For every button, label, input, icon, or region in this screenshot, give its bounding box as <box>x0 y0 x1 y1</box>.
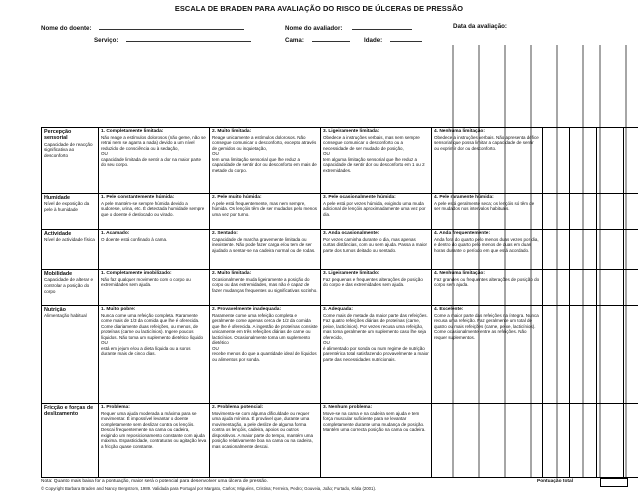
score-level-title: 4. Pele raramente húmida: <box>434 195 494 200</box>
score-level-description: A pele mantém-se sempre húmida devido a sudorese, urina, etc. É detectada humidade sempre que o doente é deslocado ou virado. <box>101 200 205 217</box>
score-level-cell <box>321 230 432 270</box>
score-level-title: 1. Acamado: <box>101 231 130 236</box>
score-level-title: 3. Anda ocasionalmente: <box>323 231 380 236</box>
criterion-row <box>42 128 638 194</box>
score-level-description: Raramente come uma refeição completa e geralmente come apenas cerca de 1/2 da comida que lhe é oferecida. A ingestão de proteínas consiste unicamente em três refeições diárias de carne ou lacticínios. Ocasionalmente toma um suplemento dietético OU recebe menos do que a quantidade ideal de líquidos ou alimentos por sonda. <box>212 312 318 362</box>
score-level-description: Não faz qualquer movimento com o corpo ou extremidades sem ajuda. <box>101 276 191 288</box>
total-score-label: Pontuação total <box>537 479 573 484</box>
assessor-name-label: Nome do avaliador: <box>285 25 343 32</box>
criterion-row <box>42 270 638 306</box>
score-level-title: 2. Problema potencial: <box>212 405 264 410</box>
score-level-cell <box>99 194 210 230</box>
score-level-description: Não reage a estímulos dolorosos (não geme, não se retrai nem se agarra a nada) devido a um nível reduzido de consciência ou à sedação, OU capacidade limitada de sentir a dor na maior parte do seu corpo. <box>101 134 206 168</box>
score-level-title: 1. Pele constantemente húmida: <box>101 195 175 200</box>
score-level-description: Reage unicamente a estímulos dolorosos. Não consegue comunicar o desconforto, excepto através de gemidos ou inquietação, OU tem uma limitação sensorial que lhe reduz a capacidade de sentir dor ou desconforto em mais de metade do corpo. <box>212 134 317 173</box>
score-entry-cell[interactable] <box>624 306 638 404</box>
score-level-cell <box>321 128 432 194</box>
score-level-cell <box>321 404 432 478</box>
score-level-title: 1. Completamente limitada: <box>101 129 164 134</box>
score-level-cell <box>432 230 543 270</box>
score-entry-cell[interactable] <box>543 128 570 194</box>
score-level-description: Faz grandes ou frequentes alterações de posição do corpo sem ajuda. <box>434 276 540 288</box>
score-level-cell <box>210 128 321 194</box>
score-level-cell <box>432 404 543 478</box>
score-level-cell <box>99 306 210 404</box>
criterion-cell <box>42 230 99 270</box>
criterion-name: Percepção sensorial <box>44 129 72 142</box>
score-entry-cell[interactable] <box>597 230 624 270</box>
score-entry-cell[interactable] <box>543 306 570 404</box>
score-entry-cell[interactable] <box>624 404 638 478</box>
score-level-cell <box>432 270 543 306</box>
criterion-name: Nutrição <box>44 307 66 313</box>
score-level-description: O doente está confinado à cama. <box>101 236 168 242</box>
score-entry-cell[interactable] <box>543 230 570 270</box>
copyright-text: © Copyright Barbara Braden and Nancy Bergstrom, 1989. Validada para Portugal por Margato, Carlos; Miguéns, Cristina; Ferreira, Pedro; Gouveia, João; Furtado, Kátia (2001). <box>41 486 377 491</box>
score-level-title: 3. Ligeiramente limitada: <box>323 129 380 134</box>
criterion-cell <box>42 404 99 478</box>
score-level-cell <box>210 230 321 270</box>
score-level-description: A pele está frequentemente, mas nem sempre, húmida. Os lençóis têm de ser mudados pelo menos uma vez por turno. <box>212 200 318 217</box>
criterion-description: Capacidade de alterar e controlar a posição do corpo <box>44 277 94 294</box>
age-label: Idade: <box>364 37 383 44</box>
score-entry-cell[interactable] <box>570 270 597 306</box>
score-level-description: Faz pequenas e frequentes alterações de posição do corpo e das extremidades sem ajuda. <box>323 276 423 288</box>
criterion-name: Actividade <box>44 231 72 237</box>
score-entry-cell[interactable] <box>543 194 570 230</box>
score-level-title: 4. Excelente: <box>434 307 464 312</box>
criterion-cell <box>42 194 99 230</box>
score-entry-cell[interactable] <box>597 306 624 404</box>
score-level-cell <box>432 194 543 230</box>
score-entry-cell[interactable] <box>543 270 570 306</box>
score-level-description: Nunca come uma refeição completa. Raramente come mais de 1/3 da comida que lhe é oferecida. Come diariamente duas refeições, ou menos, de proteínas (carne ou lacticínios). Ingere poucos líquidos. Não toma um suplemento dietético líquido OU está em jejum e/ou a dieta líquida ou a soros durante mais de cinco dias. <box>101 312 204 357</box>
criterion-name: Mobilidade <box>44 271 73 277</box>
score-level-title: 4. Anda frequentemente: <box>434 231 491 236</box>
footer-note: Nota: Quanto mais baixa for a pontuação, maior será o potencial para desenvolver uma úlcera de pressão. <box>41 479 268 484</box>
score-level-cell <box>210 306 321 404</box>
score-level-title: 2. Muito limitada: <box>212 129 252 134</box>
score-level-title: 3. Pele ocasionalmente húmida: <box>323 195 396 200</box>
score-level-title: 3. Nenhum problema: <box>323 405 373 410</box>
criterion-description: Nível de actividade física <box>44 237 95 243</box>
score-entry-cell[interactable] <box>597 404 624 478</box>
score-level-title: 4. Nenhuma limitação: <box>434 129 485 134</box>
score-level-title: 3. Adequada: <box>323 307 353 312</box>
score-level-description: Obedece a instruções verbais, mas nem sempre consegue comunicar o desconforto ou a necessidade de ser mudado de posição, OU tem alguma limitação sensorial que lhe reduz a capacidade de sentir dor ou desconforto em 1 ou 2 extremidades. <box>323 134 425 173</box>
score-entry-cell[interactable] <box>624 194 638 230</box>
score-level-title: 3. Ligeiramente limitado: <box>323 271 380 276</box>
score-level-title: 1. Problema: <box>101 405 130 410</box>
score-level-cell <box>321 270 432 306</box>
score-level-description: Move-se na cama e na cadeira sem ajuda e tem força muscular suficiente para se levantar completamente durante uma mudança de posição. Mantém uma correcta posição na cama ou cadeira. <box>323 410 426 433</box>
score-entry-cell[interactable] <box>543 404 570 478</box>
assessment-date-label: Data da avaliação: <box>453 23 507 30</box>
score-level-title: 1. Completamente imobilizado: <box>101 271 172 276</box>
score-level-description: Requer uma ajuda moderada a máxima para se movimentar. É impossível levantar o doente completamente sem deslizar contra os lençóis. Descai frequentemente na cama ou cadeira, exigindo um reposicionamento constante com ajuda máxima. Espasticidade, contraturas ou agitação leva a fricção quase constante. <box>101 410 207 449</box>
score-level-description: Por vezes caminha durante o dia, mas apenas curtas distâncias, com ou sem ajuda. Passa a maior parte dos turnos deitado ou sentado. <box>323 236 428 253</box>
criterion-cell <box>42 306 99 404</box>
score-entry-cell[interactable] <box>624 270 638 306</box>
criterion-description: Capacidade de reacção significativa ao desconforto <box>44 141 93 158</box>
score-level-cell <box>210 404 321 478</box>
criterion-name: Humidade <box>44 195 71 201</box>
score-level-cell <box>99 270 210 306</box>
bed-label: Cama: <box>285 37 304 44</box>
score-entry-cell[interactable] <box>597 194 624 230</box>
score-entry-cell[interactable] <box>570 306 597 404</box>
score-level-cell <box>99 230 210 270</box>
score-entry-cell[interactable] <box>624 230 638 270</box>
criterion-cell <box>42 128 99 194</box>
score-entry-cell[interactable] <box>570 404 597 478</box>
score-level-cell <box>99 404 210 478</box>
score-level-cell <box>321 306 432 404</box>
score-level-cell <box>321 194 432 230</box>
score-entry-cell[interactable] <box>597 270 624 306</box>
score-entry-cell[interactable] <box>624 128 638 194</box>
score-level-description: Movimenta-se com alguma dificuldade ou requer uma ajuda mínima. É provável que, durante uma movimentação, a pele deslize de alguma forma contra os lençóis, cadeira, apoios ou outros dispositivos. A maior parte do tempo, mantém uma posição relativamente boa na cama ou na cadeira, mas ocasionalmente descai. <box>212 410 314 449</box>
score-level-cell <box>432 128 543 194</box>
score-level-description: Ocasionalmente muda ligeiramente a posição do corpo ou das extremidades, mas não é capaz de fazer mudanças frequentes ou significativas sozinho. <box>212 276 318 293</box>
criterion-cell <box>42 270 99 306</box>
score-level-description: Anda fora do quarto pelo menos duas vezes por dia, e dentro do quarto pelo menos de duas em duas horas durante o período em que está acordado. <box>434 236 539 253</box>
score-level-title: 2. Muito limitada: <box>212 271 252 276</box>
criterion-row <box>42 404 638 478</box>
score-level-description: Capacidade de marcha gravemente limitada ou inexistente. Não pode fazer carga e/ou tem de ser ajudado a sentar-se na cadeira normal ou de rodas. <box>212 236 316 253</box>
score-level-description: Come a maior parte das refeições na íntegra. Nunca recusa uma refeição. Faz geralmente um total de quatro ou mais refeições (carne, peixe, lacticínios). Come ocasionalmente entre as refeições. Não requer suplementos. <box>434 312 539 340</box>
score-level-description: A pele está por vezes húmida, exigindo uma muda adicional de lençóis aproximadamente uma vez por dia. <box>323 200 426 217</box>
score-level-description: Obedece a instruções verbais. Não apresenta défice sensorial que possa limitar a capacidade de sentir ou exprimir dor ou desconforto. <box>434 134 539 151</box>
total-score-box[interactable] <box>600 478 628 487</box>
patient-name-label: Nome do doente: <box>41 25 92 32</box>
score-entry-cell[interactable] <box>570 230 597 270</box>
score-level-cell <box>210 270 321 306</box>
criterion-description: Alimentação habitual <box>44 313 87 319</box>
score-level-description: A pele está geralmente seca; os lençóis só têm de ser mudados nos intervalos habituais. <box>434 200 535 212</box>
criterion-row <box>42 306 638 404</box>
criterion-name: Fricção e forças de deslizamento <box>44 405 94 418</box>
score-level-cell <box>99 128 210 194</box>
score-level-cell <box>210 194 321 230</box>
score-level-title: 2. Pele muito húmida: <box>212 195 262 200</box>
service-label: Serviço: <box>94 37 119 44</box>
criterion-description: Nível de exposição da pele à humidade <box>44 201 90 212</box>
score-level-title: 1. Muito pobre: <box>101 307 136 312</box>
score-level-title: 2. Provavelmente inadequada: <box>212 307 282 312</box>
score-entry-cell[interactable] <box>570 128 597 194</box>
form-title: ESCALA DE BRADEN PARA AVALIAÇÃO DO RISCO DE ÚLCERAS DE PRESSÃO <box>174 4 464 13</box>
score-level-title: 2. Sentado: <box>212 231 238 236</box>
score-level-cell <box>432 306 543 404</box>
score-entry-cell[interactable] <box>570 194 597 230</box>
criterion-row <box>42 194 638 230</box>
score-level-title: 4. Nenhuma limitação: <box>434 271 485 276</box>
braden-table <box>41 127 638 478</box>
score-level-description: Come mais de metade da maior parte das refeições. Faz quatro refeições diárias de proteínas (carne, peixe, lacticínios). Por vezes recusa uma refeição, mas toma geralmente um suplemento caso lhe seja oferecido, OU é alimentado por sonda ou num regime de nutrição parentérica total satisfazendo provavelmente a maior parte das necessidades nutricionais. <box>323 312 429 362</box>
score-entry-cell[interactable] <box>597 128 624 194</box>
criterion-row <box>42 230 638 270</box>
